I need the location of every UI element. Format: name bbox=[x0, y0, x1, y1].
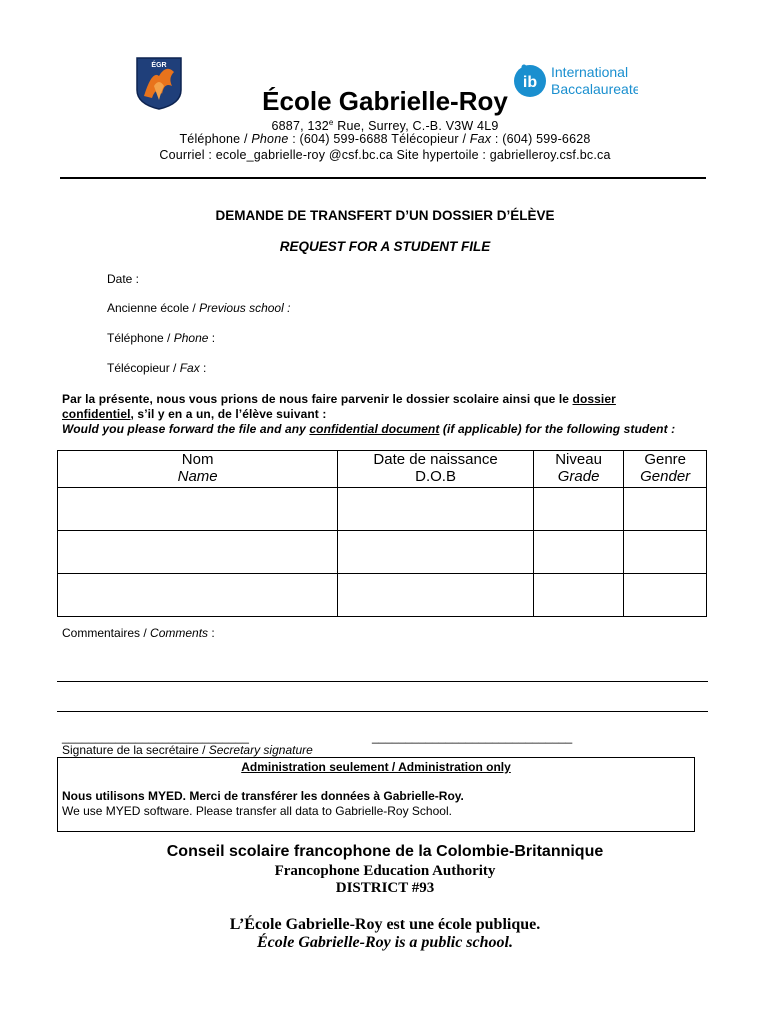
cell-name[interactable] bbox=[58, 574, 338, 617]
header-divider bbox=[60, 177, 706, 179]
cell-gender[interactable] bbox=[624, 574, 707, 617]
phone-fax-line: Téléphone / Phone : (604) 599-6688 Télécopieur / Fax : (604) 599-6628 bbox=[179, 132, 591, 146]
paragraph-line-1: Par la présente, nous vous prions de nous faire parvenir le dossier scolaire ainsi que le dossier bbox=[62, 392, 616, 406]
date-field-label: Date : bbox=[107, 272, 140, 286]
signature-line-left[interactable]: ____________________________ bbox=[62, 730, 249, 744]
comment-line-1[interactable] bbox=[57, 681, 708, 682]
signature-label: Signature de la secrétaire / Secretary signature bbox=[62, 743, 313, 757]
email-website-line: Courriel : ecole_gabrielle-roy @csf.bc.ca Site hypertoile : gabrielleroy.csf.bc.ca bbox=[159, 148, 611, 162]
address-line: 6887, 132e Rue, Surrey, C.-B. V3W 4L9 bbox=[271, 118, 499, 134]
admin-text-french: Nous utilisons MYED. Merci de transférer les données à Gabrielle-Roy. bbox=[62, 789, 464, 803]
comments-label: Commentaires / Comments : bbox=[62, 626, 215, 640]
header-dob: Date de naissance D.O.B bbox=[338, 451, 534, 488]
public-school-english: École Gabrielle-Roy is a public school. bbox=[257, 934, 513, 951]
title-english: REQUEST FOR A STUDENT FILE bbox=[279, 239, 491, 254]
header-name: Nom Name bbox=[58, 451, 338, 488]
cell-dob[interactable] bbox=[338, 574, 534, 617]
phone-field-label: Téléphone / Phone : bbox=[107, 331, 216, 345]
school-name: École Gabrielle-Roy bbox=[262, 86, 508, 116]
cell-name[interactable] bbox=[58, 488, 338, 531]
student-table bbox=[57, 450, 707, 617]
title-french: DEMANDE DE TRANSFERT D’UN DOSSIER D’ÉLÈVE bbox=[215, 208, 555, 223]
table-header-row bbox=[58, 451, 707, 488]
cell-gender[interactable] bbox=[624, 531, 707, 574]
cell-gender[interactable] bbox=[624, 488, 707, 531]
admin-text-english: We use MYED software. Please transfer all data to Gabrielle-Roy School. bbox=[62, 804, 452, 818]
admin-box bbox=[57, 757, 695, 832]
request-paragraph bbox=[62, 392, 712, 437]
cell-grade[interactable] bbox=[533, 488, 624, 531]
signature-line-right[interactable]: ______________________________ bbox=[372, 730, 573, 744]
header-gender: Genre Gender bbox=[624, 451, 707, 488]
conseil-name: Conseil scolaire francophone de la Colombie-Britannique bbox=[166, 843, 604, 860]
ib-mark: ib bbox=[522, 74, 538, 91]
paragraph-line-2: confidentiel, s’il y en a un, de l’élève suivant : bbox=[62, 407, 327, 421]
table-row bbox=[58, 488, 707, 531]
table-row bbox=[58, 574, 707, 617]
authority-name: Francophone Education Authority bbox=[274, 863, 496, 879]
public-school-french: L’École Gabrielle-Roy est une école publique. bbox=[229, 916, 541, 933]
paragraph-line-3: Would you please forward the file and any confidential document (if applicable) for the following student : bbox=[62, 422, 676, 436]
crest-text: ÉGR bbox=[151, 62, 167, 69]
fax-field-label: Télécopieur / Fax : bbox=[107, 361, 207, 375]
previous-school-field-label: Ancienne école / Previous school : bbox=[107, 301, 291, 315]
cell-grade[interactable] bbox=[533, 531, 624, 574]
admin-title: Administration seulement / Administration only bbox=[241, 760, 511, 774]
table-row bbox=[58, 531, 707, 574]
comment-line-2[interactable] bbox=[57, 711, 708, 712]
cell-dob[interactable] bbox=[338, 531, 534, 574]
ib-line1: International bbox=[551, 64, 629, 80]
cell-name[interactable] bbox=[58, 531, 338, 574]
header-grade: Niveau Grade bbox=[533, 451, 624, 488]
cell-grade[interactable] bbox=[533, 574, 624, 617]
ib-line2: Baccalaureate bbox=[551, 81, 638, 97]
cell-dob[interactable] bbox=[338, 488, 534, 531]
district-number: DISTRICT #93 bbox=[335, 880, 435, 896]
